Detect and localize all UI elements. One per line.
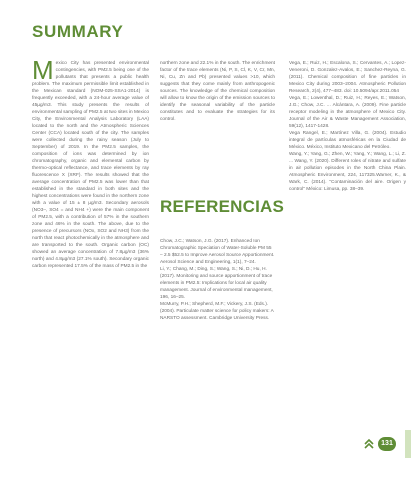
- references-list-col2: [160, 238, 275, 322]
- drop-cap: M: [32, 55, 54, 85]
- summary-text: exico City has presented environmental contingencies, with PM2.5 being one of the pollutants that presents a public health problem. The maximum permissible limit established in the Mexican standard (NOM-025-SSA1-2014) is frequently exceeded, with a 24-hour average value of 45µg/m3. This study presents the results of environmental sampling of PM2.5 at two sites in Mexico City, the Environmental Analysis Laboratory (LAA) located to the north and the Atmospheric Sciences Center (CCA) located south of the city. The samples were collected during the rainy season (July to September) of 2019. In the PM2.5 samples, the composition of ions was determined by ion chromatography, organic and elemental carbon by thermo-optical reflectance, and trace elements by ray fluorescence X (XRF). The results showed that the average concentration of PM2.5 was lower than that established in the standard in both sites and the highest concentrations were found in the northern zone with a value of 15 ± 8 µg/m3. Secondary aerosols (NO3–, SO4 = and NH4 +) were the main component of PM2.5, with a contribution of 57% in the southern zone and 46% in the south. The above, due to the presence of precursors (NOx, SO2 and NH3) from the north that react photochemically in the atmosphere and are transported to the south. Organic carbon (OC) showed an average concentration of 7.8µg/m3 (36% north) and 4.8µg/m3 (27.1% south). Secondary organic carbon represented 17.5% of the mass of PM2.5 in the: [32, 61, 149, 270]
- reference-item: Vega, E.; Lowenthal, D.; Ruiz, H.; Reyes, E.; Watson, J.G.; Chow, J.C. ... Alcántara, A. (2009). Fine particle receptor modeling in the atmosphere of Mexico City. Journal of the Air & Waste Management Association, 59(12), 1417-1428.: [289, 96, 406, 130]
- page-number-badge: 131: [378, 437, 396, 451]
- reference-item: Chow, J.C.; Watson, J.G. (2017). Enhanced Ion Chromatographic Speciation of Water-Soluble PM 55 – 2.5 $52.5 to Improve Aerosol Source Apportionment. Aerosol Science and Engineering, 1(1), 7–24.: [160, 239, 275, 266]
- side-tab: [405, 430, 411, 458]
- double-chevron-up-icon[interactable]: [364, 438, 374, 450]
- reference-item: Vega, E.; Ruiz, H.; Escalona, S.; Cervantes, A.; Lopez-Veneroni, D. Gonzalez-Avalos, E.; Sanchez-Reyna, G. (2011). Chemical composition of fine particles in Mexico City during 2003–2004. Atmospheric Pollution Research, 2(4), 477–483. doi: 10.5094/apr.2011.054: [289, 61, 406, 95]
- reference-item: Li, Y.; Chang, M.; Ding, S.; Wang, S.; Ni, D.; Hu, H. (2017). Monitoring and source apportionment of trace elements in PM2.5: Implications for local air quality management. Journal of environmental management, 196, 16–25.: [160, 267, 273, 301]
- reference-item: McMurry, P.H.; Shepherd, M.F.; Vickery, J.S. (Eds.). (2004). Particulate matter science for policy makers: A NARSTO assessment. Cambridge University Press.: [160, 302, 274, 322]
- summary-column: [32, 55, 149, 270]
- references-heading: REFERENCIAS: [160, 197, 285, 216]
- references-list-col3: [289, 60, 406, 193]
- summary-paragraph: [32, 55, 149, 270]
- summary-continuation: northern zone and 22.1% in the south. The enrichment factor of the trace elements (Ni, P, S, Cl, K, V, Cr, Mn, Ni, Cu, Zn and Pb) presented values >10, which suggests that they come mainly from anthropogenic sources. The knowledge of the chemical composition will allow to know the origin of the emission sources to identify the seasonal variability of the particle constitutes and to evaluate the strategies for its control.: [160, 61, 275, 123]
- reference-item: Vega Rangel, E.; Martínez Villa, G. (2004). Estudio integral de partículas atmosféricas en la Ciudad de México. México, Instituto Mexicano del Petróleo.: [289, 131, 406, 151]
- reference-item: Wang, Y.; Yang, G.; Zhen, W.; Yang, Y.; Wang, L.; Li, Z. ... Wang, Y. (2020). Different roles of nitrate and sulfate in air pollution episodes in the North China Plain. Atmospheric Environment, 224, 117325.Warner, K., & Wark, C. (2014). "Contaminación del aire. Origen y control" México: Limusa, pp. 38–39.: [289, 152, 406, 193]
- summary-continuation-column: [160, 60, 275, 123]
- summary-heading: SUMMARY: [32, 22, 124, 41]
